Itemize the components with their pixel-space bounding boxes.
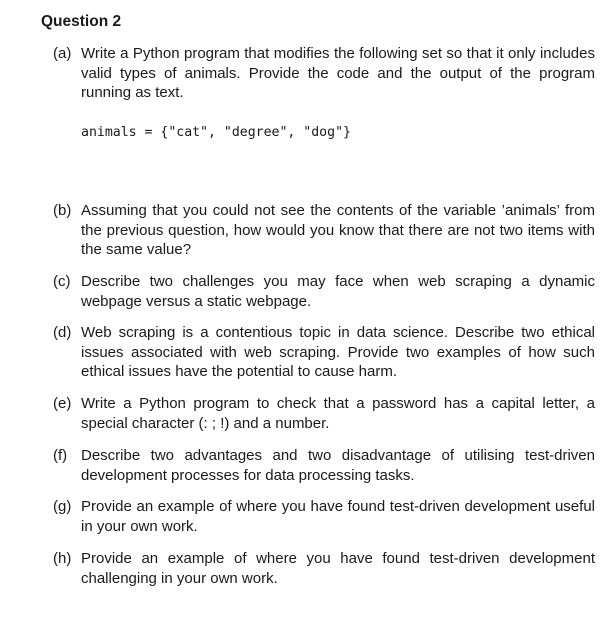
question-f-text: Describe two advantages and two disadvantage of utilising test-driven development processes for data processing tasks.: [81, 447, 595, 484]
question-e-text: Write a Python program to check that a password has a capital letter, a special character (: ; !) and a number.: [81, 395, 595, 432]
question-h-text: Provide an example of where you have found test-driven development challenging in your own work.: [81, 550, 595, 587]
question-h-label: (h): [53, 550, 72, 567]
question-c: [53, 272, 595, 311]
question-h: [53, 549, 595, 588]
question-d-text: Web scraping is a contentious topic in data science. Describe two ethical issues associated with web scraping. Provide two examples of how such ethical issues have the potential to cause harm.: [81, 324, 595, 380]
question-e-label: (e): [53, 395, 72, 412]
question-b-text: Assuming that you could not see the contents of the variable ’animals’ from the previous question, how would you know that there are not two items with the same value?: [81, 202, 595, 258]
question-d: [53, 323, 595, 382]
question-b: [53, 201, 595, 260]
question-a: [53, 44, 595, 103]
question-heading: Question 2: [41, 13, 122, 30]
question-g-text: Provide an example of where you have found test-driven development useful in your own work.: [81, 498, 595, 535]
question-c-label: (c): [53, 273, 71, 290]
question-a-text: Write a Python program that modifies the following set so that it only includes valid types of animals. Provide the code and the output of the program running as text.: [81, 45, 595, 101]
question-b-label: (b): [53, 202, 72, 219]
question-g-label: (g): [53, 498, 72, 515]
question-e: [53, 394, 595, 433]
question-c-text: Describe two challenges you may face when web scraping a dynamic webpage versus a static webpage.: [81, 273, 595, 310]
code-snippet: animals = {"cat", "degree", "dog"}: [81, 125, 351, 140]
question-f: [53, 446, 595, 485]
question-g: [53, 497, 595, 536]
question-d-label: (d): [53, 324, 72, 341]
question-f-label: (f): [53, 447, 68, 464]
question-a-label: (a): [53, 45, 72, 62]
